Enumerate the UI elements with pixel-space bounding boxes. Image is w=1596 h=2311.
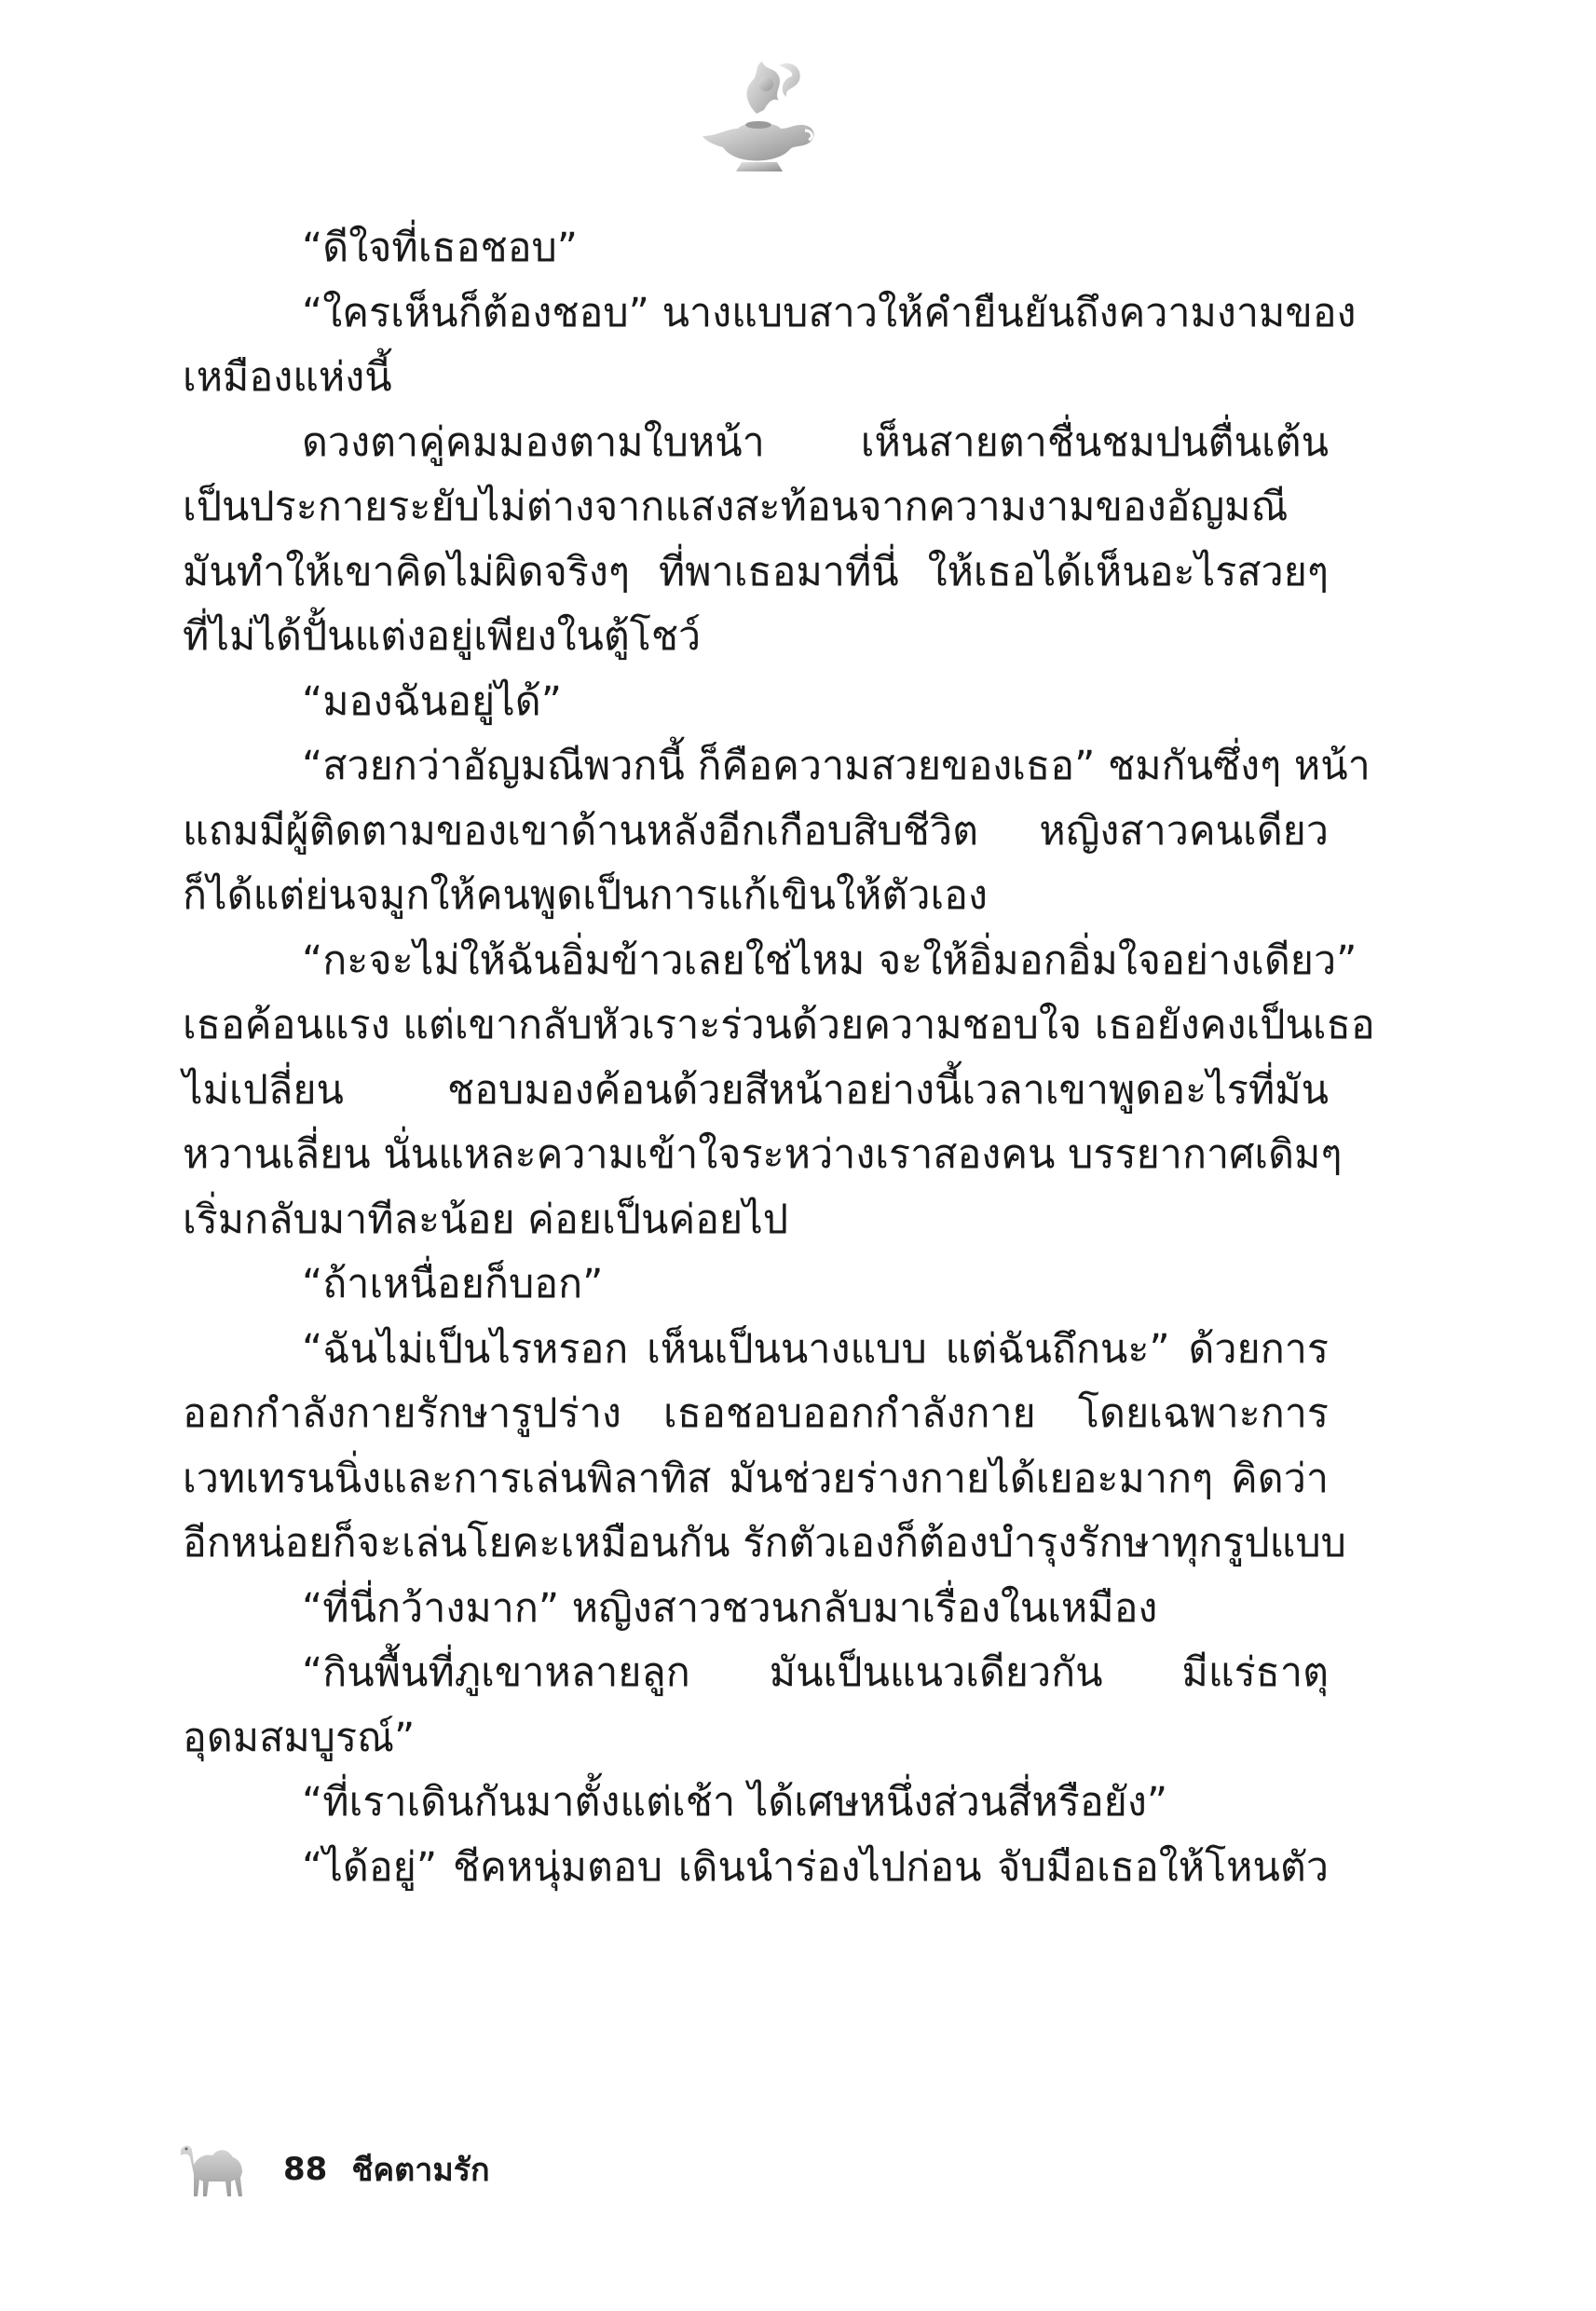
text-line: ที่ไม่ได้ปั้นแต่งอยู่เพียงในตู้โชว์ xyxy=(183,613,702,660)
camel-icon xyxy=(177,2137,252,2202)
text-line: เป็นประกายระยับไม่ต่างจากแสงสะท้อนจากความงามของอัญมณี xyxy=(183,484,1289,530)
text-line: ก็ได้แต่ย่นจมูกให้คนพูดเป็นการแก้เขินให้ตัวเอง xyxy=(183,872,988,919)
text-line: อุดมสมบูรณ์” xyxy=(183,1714,416,1761)
text-line: “ถ้าเหนื่อยก็บอก” xyxy=(302,1261,604,1307)
text-line: “ใครเห็นก็ต้องชอบ” นางแบบสาวให้คำยืนยันถึงความงามของ xyxy=(302,289,1357,336)
text-line: “ฉันไม่เป็นไรหรอก เห็นเป็นนางแบบ แต่ฉันถึกนะ” ด้วยการ xyxy=(302,1325,1329,1373)
text-line: ไม่เปลี่ยน ชอบมองค้อนด้วยสีหน้าอย่างนี้เวลาเขาพูดอะไรที่มัน xyxy=(183,1066,1329,1114)
text-line: “กินพื้นที่ภูเขาหลายลูก มันเป็นแนวเดียวกัน มีแร่ธาตุ xyxy=(302,1649,1329,1696)
text-line: อีกหน่อยก็จะเล่นโยคะเหมือนกัน รักตัวเองก็ต้องบำรุงรักษาทุกรูปแบบ xyxy=(183,1520,1346,1566)
text-line: “มองฉันอยู่ได้” xyxy=(302,677,562,725)
text-line: เธอค้อนแรง แต่เขากลับหัวเราะร่วนด้วยความชอบใจ เธอยังคงเป็นเธอ xyxy=(183,1002,1375,1048)
story-text xyxy=(183,216,1375,1900)
text-line: แถมมีผู้ติดตามของเขาด้านหลังอีกเกือบสิบชีวิต หญิงสาวคนเดียว xyxy=(183,807,1329,855)
text-line: ดวงตาคู่คมมองตามใบหน้า เห็นสายตาชื่นชมปนตื่นเต้น xyxy=(302,418,1329,466)
genie-lamp-icon xyxy=(689,56,829,177)
text-line: “ที่นี่กว้างมาก” หญิงสาวชวนกลับมาเรื่องในเหมือง xyxy=(302,1584,1158,1632)
text-line: “กะจะไม่ให้ฉันอิ่มข้าวเลยใช่ไหม จะให้อิ่มอกอิ่มใจอย่างเดียว” xyxy=(302,937,1357,984)
text-line: “ดีใจที่เธอชอบ” xyxy=(302,225,579,271)
text-line: ออกกำลังกายรักษารูปร่าง เธอชอบออกกำลังกาย โดยเฉพาะการ xyxy=(183,1390,1329,1437)
book-title: ชีคตามรัก xyxy=(351,2152,490,2189)
text-line: เหมืองแห่งนี้ xyxy=(183,354,392,401)
page-footer xyxy=(177,2132,490,2207)
text-line: มันทำให้เขาคิดไม่ผิดจริงๆ ที่พาเธอมาที่นี่ ให้เธอได้เห็นอะไรสวยๆ xyxy=(183,548,1329,595)
text-line: เวทเทรนนิ่งและการเล่นพิลาทิส มันช่วยร่างกายได้เยอะมากๆ คิดว่า xyxy=(183,1455,1329,1502)
text-line: “ได้อยู่” ชีคหนุ่มตอบ เดินนำร่องไปก่อน จับมือเธอให้โหนตัว xyxy=(302,1843,1329,1891)
text-line: หวานเลี่ยน นั่นแหละความเข้าใจระหว่างเราสองคน บรรยากาศเดิมๆ xyxy=(183,1131,1343,1178)
text-line: “ที่เราเดินกันมาตั้งแต่เช้า ได้เศษหนึ่งส่วนสี่หรือยัง” xyxy=(302,1779,1168,1826)
text-line: “สวยกว่าอัญมณีพวกนี้ ก็คือความสวยของเธอ” ชมกันซึ่งๆ หน้า xyxy=(302,743,1371,789)
text-line: เริ่มกลับมาทีละน้อย ค่อยเป็นค่อยไป xyxy=(183,1196,789,1243)
page-number: 88 xyxy=(283,2151,328,2188)
